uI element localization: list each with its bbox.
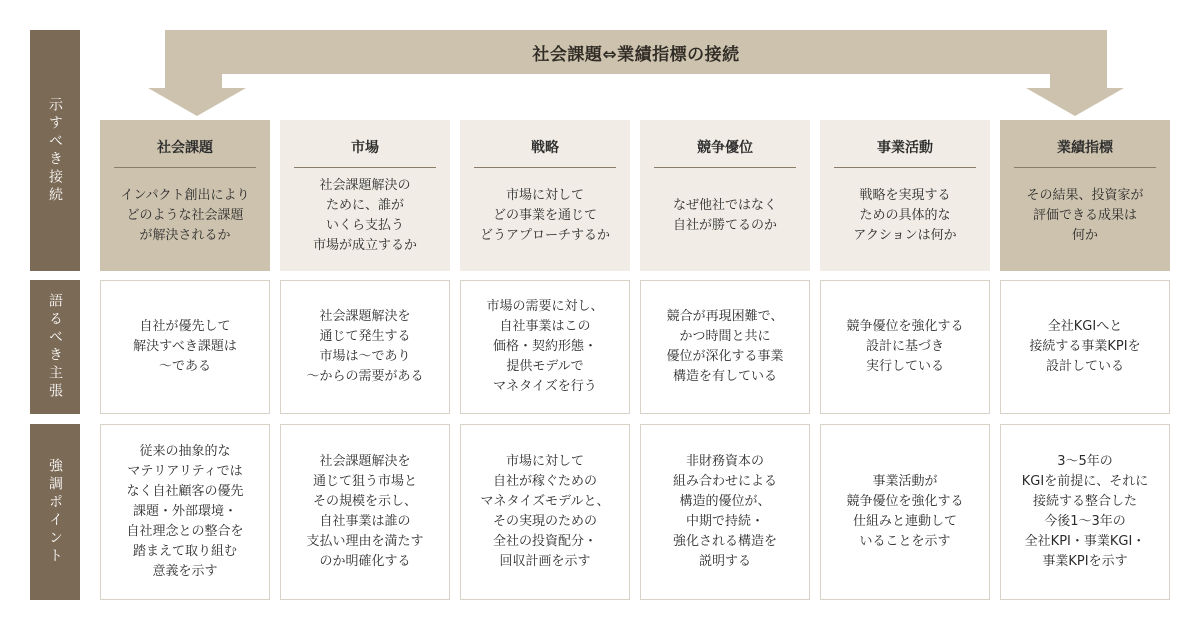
header-cell-competitive-advantage (640, 120, 810, 271)
header-desc-business-activity: 戦略を実現する ための具体的な アクションは何か (853, 187, 957, 243)
row-label-emphasis-text: 強調ポイント (47, 458, 63, 566)
claim-cell-competitive-advantage: 競合が再現困難で、 かつ時間と共に 優位が深化する事業 構造を有している (640, 280, 810, 414)
claim-cell-business-activity: 競争優位を強化する 設計に基づき 実行している (820, 280, 990, 414)
header-cell-performance-indicator (1000, 120, 1170, 271)
header-desc-social-issue: インパクト創出により どのような社会課題 が解決されるか (120, 187, 250, 243)
header-title-market: 市場 (294, 138, 436, 168)
header-title-performance-indicator: 業績指標 (1014, 138, 1156, 168)
point-cell-competitive-advantage: 非財務資本の 組み合わせによる 構造的優位が、 中期で持続・ 強化される構造を 説明する (640, 424, 810, 600)
header-desc-performance-indicator: その結果、投資家が 評価できる成果は 何か (1026, 187, 1144, 243)
row-label-claim (30, 280, 80, 414)
header-title-business-activity: 事業活動 (834, 138, 976, 168)
header-cell-market (280, 120, 450, 271)
header-title-strategy: 戦略 (474, 138, 616, 168)
claim-cell-market: 社会課題解決を 通じて発生する 市場は〜であり 〜からの需要がある (280, 280, 450, 414)
point-cell-business-activity: 事業活動が 競争優位を強化する 仕組みと連動して いることを示す (820, 424, 990, 600)
header-title-competitive-advantage: 競争優位 (654, 138, 796, 168)
claim-cell-social-issue: 自社が優先して 解決すべき課題は 〜である (100, 280, 270, 414)
row-label-claim-text: 語るべき主張 (47, 293, 63, 401)
point-cell-social-issue: 従来の抽象的な マテリアリティでは なく自社顧客の優先 課題・外部環境・ 自社理念との整合を 踏まえて取り組む 意義を示す (100, 424, 270, 600)
row-label-emphasis (30, 424, 80, 600)
header-title-social-issue: 社会課題 (114, 138, 256, 168)
header-desc-competitive-advantage: なぜ他社ではなく 自社が勝てるのか (672, 197, 777, 233)
point-cell-performance-indicator: 3〜5年の KGIを前提に、それに 接続する整合した 今後1〜3年の 全社KPI・事業KGI・ 事業KPIを示す (1000, 424, 1170, 600)
connection-banner-title: 社会課題⇔業績指標の接続 (532, 44, 740, 65)
row-label-connection (30, 30, 80, 271)
claim-cell-performance-indicator: 全社KGIへと 接続する事業KPIを 設計している (1000, 280, 1170, 414)
header-desc-strategy: 市場に対して どの事業を通じて どうアプローチするか (479, 187, 610, 243)
header-cell-strategy (460, 120, 630, 271)
point-cell-market: 社会課題解決を 通じて狙う市場と その規模を示し、 自社事業は誰の 支払い理由を満たす のか明確化する (280, 424, 450, 600)
point-cell-strategy: 市場に対して 自社が稼ぐための マネタイズモデルと、 その実現のための 全社の投資配分・ 回収計画を示す (460, 424, 630, 600)
header-desc-market: 社会課題解決の ために、誰が いくら支払う 市場が成立するか (312, 177, 417, 253)
header-cell-business-activity (820, 120, 990, 271)
claim-cell-strategy: 市場の需要に対し、 自社事業はこの 価格・契約形態・ 提供モデルで マネタイズを行う (460, 280, 630, 414)
row-label-connection-text: 示すべき接続 (47, 96, 63, 205)
header-cell-social-issue (100, 120, 270, 271)
